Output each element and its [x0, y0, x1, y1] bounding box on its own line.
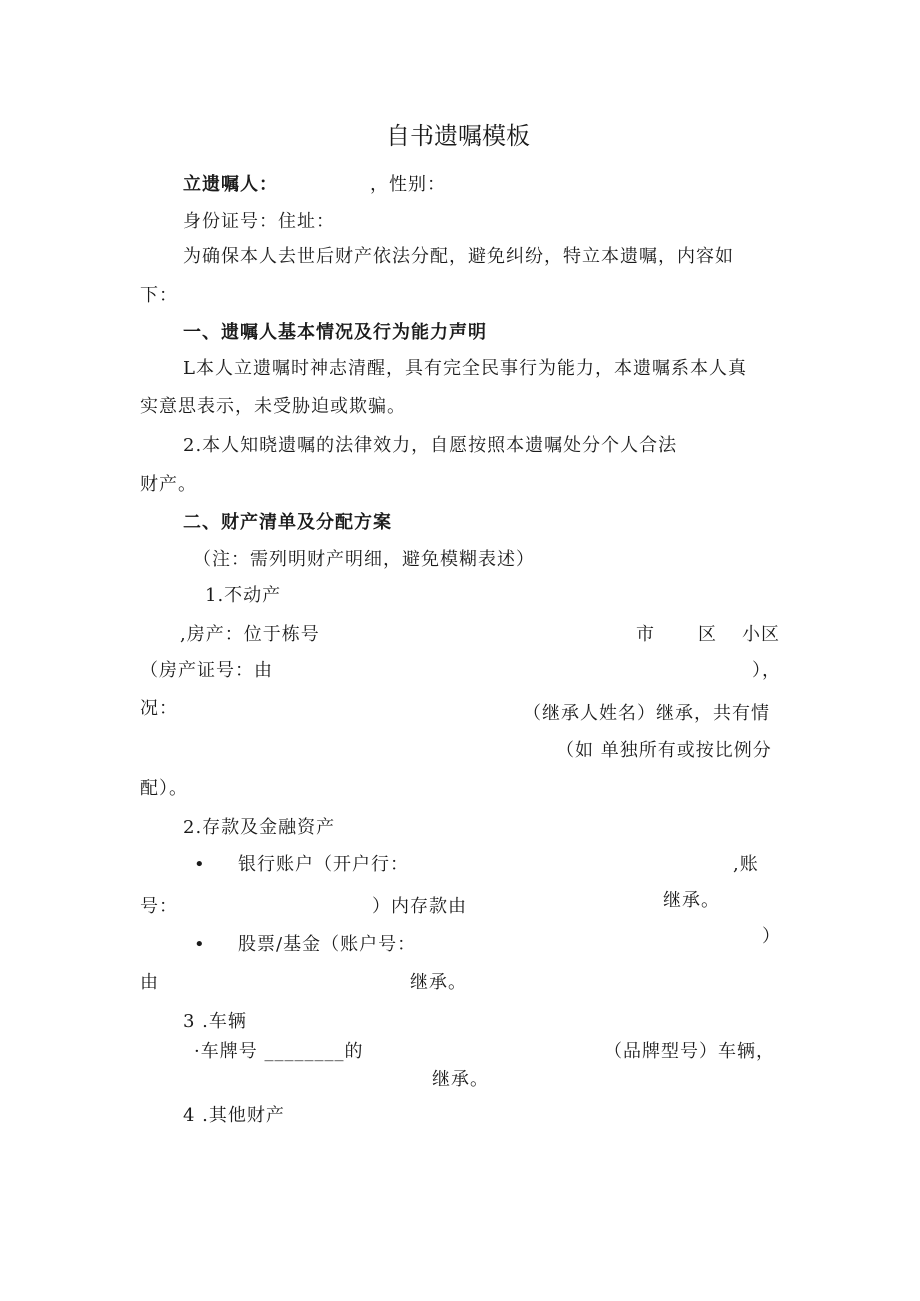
plate-label: ·车牌号 ________的 [194, 1041, 364, 1062]
stock-fund-label: 股票/基金（账户号： [238, 934, 417, 955]
cert-label: （房产证号：由 [140, 660, 273, 681]
section-1-item-1-line-1: L本人立遗嘱时神志清醒，具有完全民事行为能力，本遗嘱系本人真 [183, 358, 747, 379]
testator-label: 立遗嘱人： [183, 174, 278, 195]
gender-label: ，性别： [370, 174, 446, 195]
vehicle-inherit: 继承。 [432, 1069, 489, 1090]
community-label: 小区 [742, 624, 780, 645]
intro-line-2: 下： [140, 285, 178, 306]
district-label: 区 [698, 624, 717, 645]
stock-close: ） [762, 926, 781, 947]
by-label: 由 [140, 972, 159, 993]
house-label: ,房产：位于栋号 [180, 624, 320, 645]
real-estate-title: 1.不动产 [205, 585, 282, 606]
real-estate-end: 配）。 [140, 778, 188, 799]
section-2-heading: 二、财产清单及分配方案 [183, 512, 392, 533]
cert-close: ）， [752, 660, 781, 681]
bullet-2: • [194, 934, 206, 955]
heir-label: （继承人姓名）继承，共有情 [523, 703, 770, 724]
section-2-note: （注：需列明财产明细，避免模糊表述） [193, 549, 535, 570]
inherit-1: 继承。 [663, 890, 720, 911]
id-address-label: 身份证号：住址： [183, 211, 335, 232]
account-suffix: ,账 [733, 854, 759, 875]
ownership-example: （如 单独所有或按比例分 [556, 740, 772, 761]
city-label: 市 [636, 624, 655, 645]
bank-account-label: 银行账户（开户行： [238, 854, 409, 875]
section-1-item-2-line-2: 财产。 [140, 474, 197, 495]
inherit-2: 继承。 [410, 972, 467, 993]
other-title: 4 .其他财产 [183, 1105, 285, 1126]
section-1-item-1-line-2: 实意思表示，未受胁迫或欺骗。 [140, 396, 406, 417]
account-prefix: 号： [140, 896, 178, 917]
section-1-item-2-line-1: 2.本人知晓遗嘱的法律效力，自愿按照本遗嘱处分个人合法 [183, 435, 678, 456]
brand-label: （品牌型号）车辆， [604, 1041, 775, 1062]
vehicle-title: 3 .车辆 [183, 1011, 247, 1032]
intro-line-1: 为确保本人去世后财产依法分配，避免纠纷，特立本遗嘱，内容如 [183, 246, 734, 267]
deposit-label: ）内存款由 [372, 896, 467, 917]
page-title: 自书遗嘱模板 [386, 122, 530, 150]
section-1-heading: 一、遗嘱人基本情况及行为能力声明 [183, 322, 487, 343]
finance-title: 2.存款及金融资产 [183, 817, 336, 838]
bullet-1: • [194, 854, 206, 875]
situation-label: 况： [140, 698, 178, 719]
